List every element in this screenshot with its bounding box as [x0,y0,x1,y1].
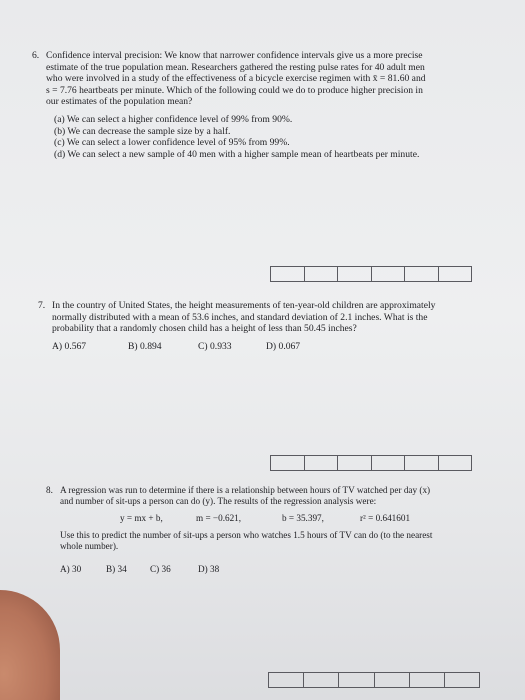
question-line: normally distributed with a mean of 53.6 inches, and standard deviation of 2.1 inches. What is the [52,311,428,323]
answer-box-7[interactable] [270,455,472,471]
choice-row [60,564,512,575]
choice-c[interactable]: C) 0.933 [198,340,232,352]
option-list [54,114,512,160]
question-6 [32,50,512,160]
choice-c[interactable]: C) 36 [150,564,171,574]
question-number: 8. [46,485,53,495]
question-line: Use this to predict the number of sit-ups a person who watches 1.5 hours of TV can do (to the nearest [60,530,433,540]
question-line: who were involved in a study of the effectiveness of a bicycle exercise regimen with x̄ = 81.60 and [46,73,426,85]
slope-value: m = −0.621, [196,513,242,523]
option-b[interactable]: (b) We can decrease the sample size by a half. [54,125,231,137]
question-line: probability that a randomly chosen child has a height of less than 50.45 inches? [52,323,357,335]
option-c[interactable]: (c) We can select a lower confidence level of 95% from 99%. [54,137,290,149]
choice-d[interactable]: D) 38 [198,564,220,574]
question-line: s = 7.76 heartbeats per minute. Which of the following could we do to produce higher precision in [46,84,423,96]
option-a[interactable]: (a) We can select a higher confidence level of 99% from 90%. [54,113,293,125]
r-squared-value: r² = 0.641601 [360,513,411,523]
question-line: estimate of the true population mean. Researchers gathered the resting pulse rates for 40 adult men [46,61,425,73]
question-line: A regression was run to determine if there is a relationship between hours of TV watched per day (x) [60,485,431,495]
intercept-value: b = 35.397, [282,513,324,523]
question-text [60,485,512,575]
question-line: Confidence interval precision: We know that narrower confidence intervals give us a more precise [46,50,423,61]
question-line: whole number). [60,541,119,551]
option-d[interactable]: (d) We can select a new sample of 40 men with a higher sample mean of heartbeats per minute. [54,148,420,160]
choice-a[interactable]: A) 30 [60,564,82,574]
question-text [52,300,514,352]
regression-results [120,513,512,524]
choice-d[interactable]: D) 0.067 [266,340,301,352]
question-line: our estimates of the population mean? [46,96,193,108]
question-number: 6. [32,50,40,61]
answer-box-6[interactable] [270,266,472,282]
question-line: In the country of United States, the height measurements of ten-year-old children are approximately [52,300,436,311]
choice-row [52,341,514,353]
choice-a[interactable]: A) 0.567 [52,340,87,352]
answer-box-8[interactable] [268,672,480,688]
question-text [46,50,512,108]
choice-b[interactable]: B) 0.894 [128,340,162,352]
choice-b[interactable]: B) 34 [106,564,127,574]
question-8 [46,485,512,575]
equation-form: y = mx + b, [120,513,163,523]
question-line: and number of sit-ups a person can do (y). The results of the regression analysis were: [60,496,377,506]
question-number: 7. [38,300,46,311]
thumb-photo-edge [0,590,60,700]
question-7 [38,300,514,352]
